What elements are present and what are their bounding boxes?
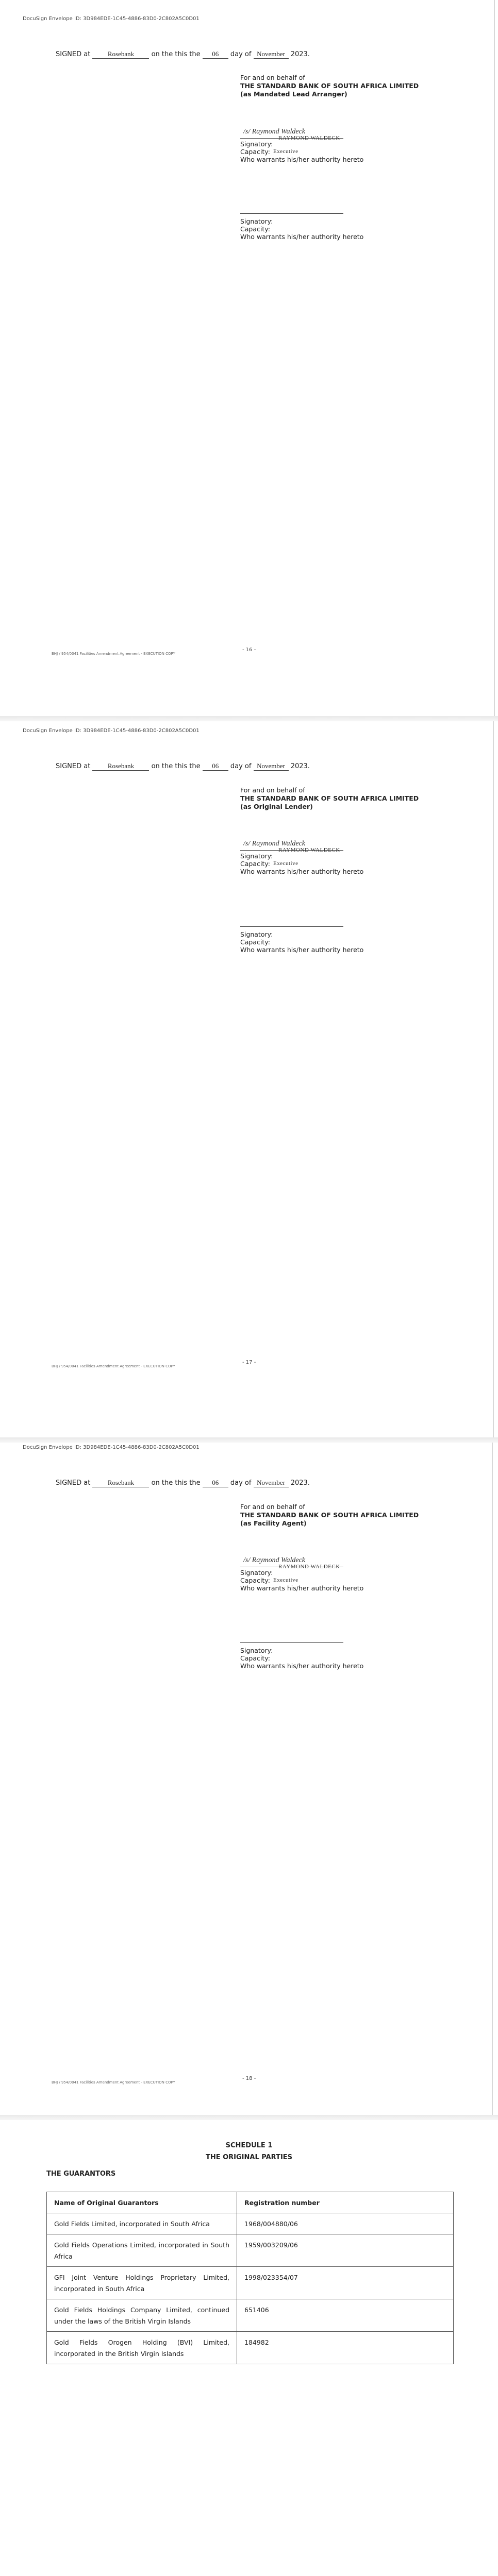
guarantor-name: Gold Fields Orogen Holding (BVI) Limited, incorporated in the British Virgin Islands (47, 2332, 237, 2364)
docusign-envelope-id: DocuSign Envelope ID: 3D984EDE-1C45-4886-83D0-2C802A5C0D01 (23, 16, 200, 22)
second-signature-rule (240, 926, 343, 927)
table-row (47, 2234, 454, 2267)
registration-number: 651406 (237, 2299, 454, 2332)
signatory-label-2: Signatory: (240, 930, 273, 938)
signed-day: 06 (203, 1479, 228, 1487)
page-number: - 16 - (242, 647, 256, 653)
signatory-value: RAYMOND WALDECK (278, 1564, 340, 1570)
footer-reference: BHJ / 954/0041 Facilities Amendment Agreement - EXECUTION COPY (52, 652, 175, 656)
registration-number: 1998/023354/07 (237, 2267, 454, 2299)
authority-text: Who warrants his/her authority hereto (240, 868, 364, 875)
bank-name: THE STANDARD BANK OF SOUTH AFRICA LIMITED (240, 794, 419, 802)
signatory-value: RAYMOND WALDECK (278, 135, 340, 141)
guarantor-name: Gold Fields Limited, incorporated in South Africa (47, 2213, 237, 2234)
capacity-label: Capacity: (240, 860, 270, 868)
docusign-envelope-id: DocuSign Envelope ID: 3D984EDE-1C45-4886-83D0-2C802A5C0D01 (23, 728, 200, 734)
table-row (47, 2299, 454, 2332)
signatory-label: Signatory: (240, 852, 273, 860)
page-gap (0, 1437, 498, 1443)
page-gap (0, 2115, 498, 2120)
page-edge (494, 0, 495, 716)
signatory-label-2: Signatory: (240, 1647, 273, 1654)
page-17 (0, 721, 498, 1437)
page-gap (0, 716, 498, 721)
signature: /s/ Raymond Waldeck (243, 1556, 306, 1564)
table-row (47, 2267, 454, 2299)
bank-name: THE STANDARD BANK OF SOUTH AFRICA LIMITED (240, 82, 419, 90)
guarantor-name: Gold Fields Holdings Company Limited, continued under the laws of the British Virgin Islands (47, 2299, 237, 2332)
bank-name: THE STANDARD BANK OF SOUTH AFRICA LIMITED (240, 1511, 419, 1519)
capacity-value: Executive (273, 860, 298, 867)
signed-day: 06 (203, 762, 228, 771)
behalf-block: For and on behalf of THE STANDARD BANK OF SOUTH AFRICA LIMITED (as Facility Agent) (240, 1503, 419, 1527)
page-number: - 17 - (242, 1360, 256, 1365)
registration-number: 1959/003209/06 (237, 2234, 454, 2267)
page-edge (492, 1443, 493, 2115)
authority-text-2: Who warrants his/her authority hereto (240, 946, 364, 954)
schedule-subtitle: THE ORIGINAL PARTIES (205, 2154, 293, 2161)
capacity-label: Capacity: (240, 148, 270, 156)
signatory-label: Signatory: (240, 140, 273, 148)
guarantor-name: Gold Fields Operations Limited, incorporated in South Africa (47, 2234, 237, 2267)
footer-reference: BHJ / 954/0041 Facilities Amendment Agreement - EXECUTION COPY (52, 2080, 175, 2084)
table-header-row (47, 2192, 454, 2213)
registration-number: 184982 (237, 2332, 454, 2364)
signed-month: November (254, 762, 289, 771)
column-header-name: Name of Original Guarantors (47, 2192, 237, 2213)
docusign-envelope-id: DocuSign Envelope ID: 3D984EDE-1C45-4886-83D0-2C802A5C0D01 (23, 1445, 200, 1450)
page-18 (0, 1443, 498, 2115)
signed-month: November (254, 50, 289, 59)
schedule-title: SCHEDULE 1 (225, 2142, 273, 2149)
signed-place: Rosebank (92, 762, 149, 771)
capacity-value: Executive (273, 148, 298, 155)
guarantor-name: GFI Joint Venture Holdings Proprietary Limited, incorporated in South Africa (47, 2267, 237, 2299)
second-signature-rule (240, 1642, 343, 1643)
registration-number: 1968/004880/06 (237, 2213, 454, 2234)
guarantors-table (46, 2192, 454, 2364)
party-role: (as Mandated Lead Arranger) (240, 90, 347, 98)
behalf-block: For and on behalf of THE STANDARD BANK OF SOUTH AFRICA LIMITED (as Mandated Lead Arranger) (240, 74, 419, 98)
authority-text-2: Who warrants his/her authority hereto (240, 233, 364, 241)
authority-text: Who warrants his/her authority hereto (240, 1584, 364, 1592)
signed-at-line: SIGNED at Rosebank on the this the 06 day of November 2023. (56, 762, 310, 770)
authority-text: Who warrants his/her authority hereto (240, 156, 364, 163)
footer-reference: BHJ / 954/0041 Facilities Amendment Agreement - EXECUTION COPY (52, 1364, 175, 1368)
capacity-label-2: Capacity: (240, 225, 270, 233)
signed-month: November (254, 1479, 289, 1487)
behalf-block: For and on behalf of THE STANDARD BANK OF SOUTH AFRICA LIMITED (as Original Lender) (240, 786, 419, 810)
capacity-label: Capacity: (240, 1577, 270, 1584)
signed-day: 06 (203, 50, 228, 59)
capacity-value: Executive (273, 1577, 298, 1583)
signed-at-line: SIGNED at Rosebank on the this the 06 day of November 2023. (56, 1479, 310, 1487)
second-signature-rule (240, 213, 343, 214)
signed-place: Rosebank (92, 50, 149, 59)
signatory-label: Signatory: (240, 1569, 273, 1577)
party-role: (as Original Lender) (240, 803, 313, 810)
column-header-registration: Registration number (237, 2192, 454, 2213)
signed-place: Rosebank (92, 1479, 149, 1487)
page-number: - 18 - (242, 2076, 256, 2081)
schedule-section-heading: THE GUARANTORS (46, 2170, 116, 2178)
signature: /s/ Raymond Waldeck (243, 128, 306, 135)
signature: /s/ Raymond Waldeck (243, 840, 306, 848)
capacity-label-2: Capacity: (240, 1654, 270, 1662)
party-role: (as Facility Agent) (240, 1519, 307, 1527)
signatory-label-2: Signatory: (240, 217, 273, 225)
table-row (47, 2332, 454, 2364)
authority-text-2: Who warrants his/her authority hereto (240, 1662, 364, 1670)
capacity-label-2: Capacity: (240, 938, 270, 946)
table-row (47, 2213, 454, 2234)
signed-at-line: SIGNED at Rosebank on the this the 06 day of November 2023. (56, 50, 310, 58)
page-edge (493, 721, 494, 1437)
page-16 (0, 0, 498, 716)
signatory-value: RAYMOND WALDECK (278, 847, 340, 853)
